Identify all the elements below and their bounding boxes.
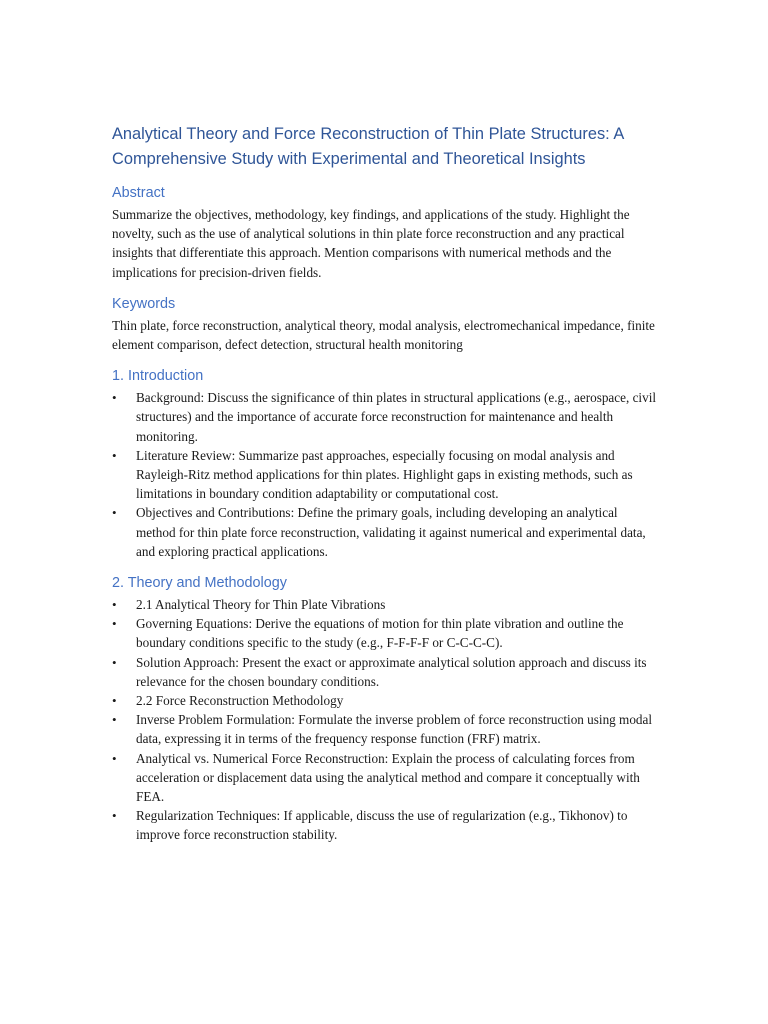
bullet-icon: • [112,712,117,728]
list-item-text: Regularization Techniques: If applicable, discuss the use of regularization (e.g., Tikhonov) to improve force reconstruction stability. [136,808,628,843]
bullet-icon: • [112,654,117,670]
list-item-text: 2.2 Force Reconstruction Methodology [136,693,344,709]
list-item-text: Inverse Problem Formulation: Formulate the inverse problem of force reconstruction using modal data, expressing it in terms of the frequency response function (FRF) matrix. [136,712,653,747]
list-item-text: Objectives and Contributions: Define the primary goals, including developing an analytical method for thin plate force reconstruction, validating it against numerical and experimental data, and exploring practical applications. [136,505,646,559]
bullet-icon: • [112,447,117,463]
abstract-heading: Abstract [112,185,165,201]
bullet-icon: • [112,808,117,824]
bullet-icon: • [112,390,117,406]
list-item [112,749,658,807]
list-item-text: Literature Review: Summarize past approaches, especially focusing on modal analysis and Rayleigh-Ritz method applications for thin plates. Highlight gaps in existing methods, such as limitations in boundary condition adaptability or computational cost. [136,447,633,502]
list-item [112,691,658,710]
list-item-text: Solution Approach: Present the exact or approximate analytical solution approach and discuss its relevance for the chosen boundary conditions. [136,654,647,689]
list-item [112,388,658,446]
bullet-icon: • [112,693,117,709]
list-item-text: Background: Discuss the significance of thin plates in structural applications (e.g., aerospace, civil structures) and the importance of accurate force reconstruction for maintenance and health monitoring. [136,390,657,444]
list-item [112,806,658,844]
list-item-text: Governing Equations: Derive the equations of motion for thin plate vibration and outline the boundary conditions specific to the study (e.g., F-F-F-F or C-C-C-C). [136,616,624,651]
list-item-text: Analytical vs. Numerical Force Reconstruction: Explain the process of calculating forces from acceleration or displacement data using the analytical method and compare it conceptually with FEA. [136,750,640,805]
list-item [112,614,658,652]
list-item [112,653,658,691]
list-item [112,710,658,748]
bullet-icon: • [112,750,117,766]
introduction-list [112,388,658,561]
keywords-text: Thin plate, force reconstruction, analytical theory, modal analysis, electromechanical impedance, finite element comparison, defect detection, structural health monitoring [112,317,655,353]
list-item [112,503,658,561]
bullet-icon: • [112,616,117,632]
list-item [112,595,658,614]
introduction-heading: 1. Introduction [112,368,204,385]
keywords-heading: Keywords [112,295,176,312]
list-item [112,446,658,504]
bullet-icon: • [112,505,117,521]
theory-heading: 2. Theory and Methodology [112,575,287,592]
document-title: Analytical Theory and Force Reconstruction of Thin Plate Structures: A Comprehensive Study with Experimental and Theoretical Insights [112,125,624,168]
abstract-text: Summarize the objectives, methodology, key findings, and applications of the study. Highlight the novelty, such as the use of analytical solutions in thin plate force reconstruction and any practical insights that differentiate this approach. Mention comparisons with numerical methods and the implications for precision-driven fields. [112,207,630,280]
list-item-text: 2.1 Analytical Theory for Thin Plate Vibrations [136,597,386,613]
theory-list [112,595,658,845]
bullet-icon: • [112,597,117,613]
